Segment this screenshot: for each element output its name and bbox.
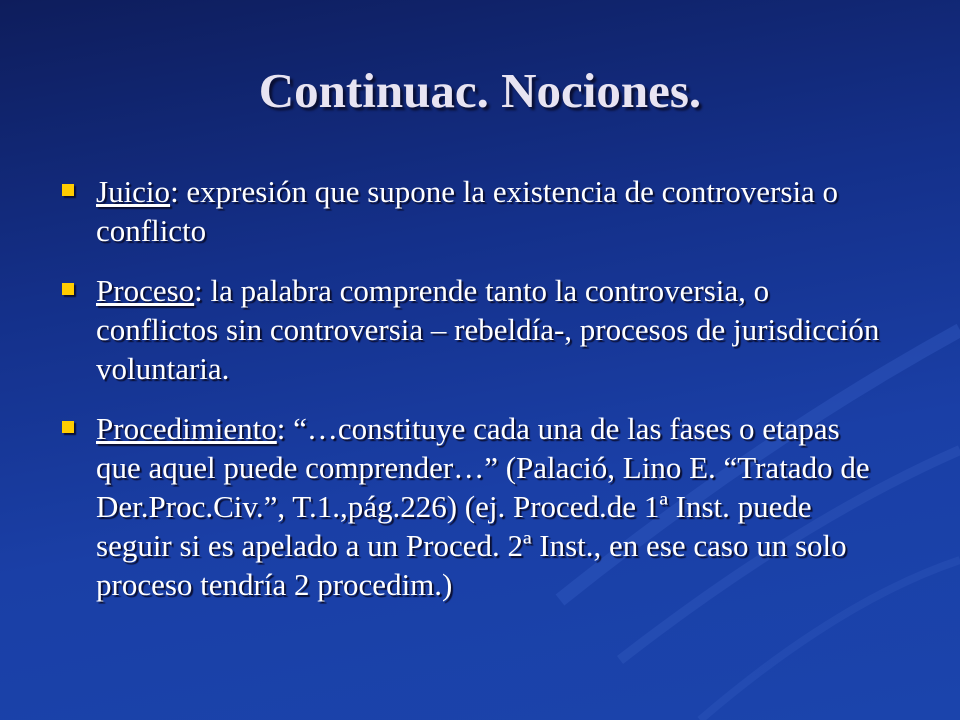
definition-proceso: : la palabra comprende tanto la controversia, o conflictos sin controversia – rebeldía-, procesos de jurisdicción voluntaria. bbox=[96, 273, 880, 386]
square-bullet-icon bbox=[62, 283, 74, 295]
definition-procedimiento: : “…constituye cada una de las fases o etapas que aquel puede comprender…” (Palació, Lino E. “Tratado de Der.Proc.Civ.”, T.1.,pág.226) (ej. Proced.de 1ª Inst. puede seguir si es apelado a un Proced. 2ª Inst., en ese caso un solo proceso tendría 2 procedim.) bbox=[96, 411, 870, 602]
bullet-list bbox=[60, 172, 890, 625]
bullet-item-procedimiento bbox=[60, 409, 890, 604]
term-proceso: Proceso bbox=[96, 273, 195, 308]
bullet-item-juicio bbox=[60, 172, 890, 250]
square-bullet-icon bbox=[62, 184, 74, 196]
slide-title: Continuac. Nociones. bbox=[258, 63, 702, 118]
bullet-item-proceso bbox=[60, 271, 890, 388]
definition-juicio: : expresión que supone la existencia de controversia o conflicto bbox=[96, 174, 839, 248]
square-bullet-icon bbox=[62, 421, 74, 433]
term-juicio: Juicio bbox=[96, 174, 171, 209]
term-procedimiento: Procedimiento bbox=[96, 411, 277, 446]
